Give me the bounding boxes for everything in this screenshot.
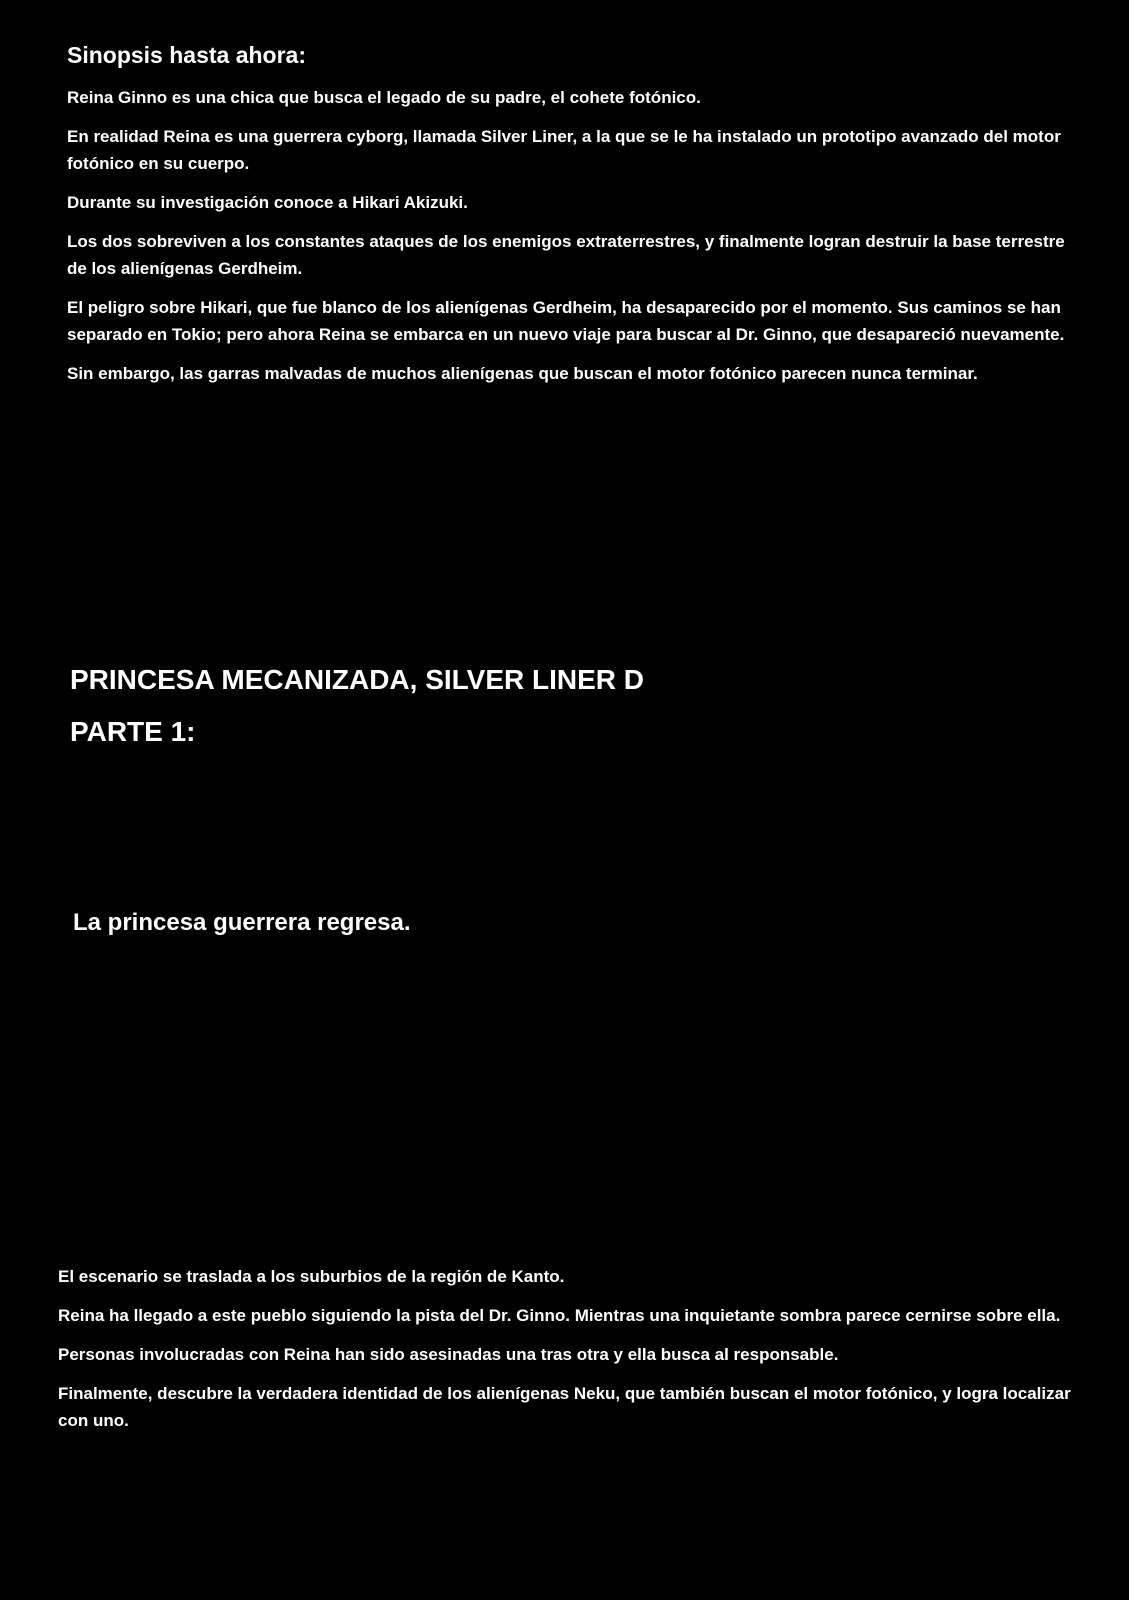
synopsis-paragraph: El peligro sobre Hikari, que fue blanco de los alienígenas Gerdheim, ha desaparecido por el momento. Sus caminos se han separado en Tokio; pero ahora Reina se embarca en un nuevo viaje para buscar al Dr. Ginno, que desapareció nuevamente. <box>67 298 1065 344</box>
story-section <box>58 1263 1073 1446</box>
synopsis-paragraph: Reina Ginno es una chica que busca el legado de su padre, el cohete fotónico. <box>67 88 701 107</box>
story-paragraph: Personas involucradas con Reina han sido asesinadas una tras otra y ella busca al responsable. <box>58 1345 839 1364</box>
story-paragraph: Finalmente, descubre la verdadera identidad de los alienígenas Neku, que también buscan el motor fotónico, y logra localizar con uno. <box>58 1384 1071 1430</box>
story-paragraph: El escenario se traslada a los suburbios de la región de Kanto. <box>58 1267 565 1286</box>
synopsis-paragraph: Los dos sobreviven a los constantes ataques de los enemigos extraterrestres, y finalmente logran destruir la base terrestre de los alienígenas Gerdheim. <box>67 232 1065 278</box>
title-section <box>70 660 970 764</box>
synopsis-paragraph: Sin embargo, las garras malvadas de muchos alienígenas que buscan el motor fotónico parecen nunca terminar. <box>67 364 978 383</box>
story-paragraph: Reina ha llegado a este pueblo siguiendo la pista del Dr. Ginno. Mientras una inquietante sombra parece cernirse sobre ella. <box>58 1306 1061 1325</box>
synopsis-paragraph: Durante su investigación conoce a Hikari Akizuki. <box>67 193 468 212</box>
synopsis-paragraph: En realidad Reina es una guerrera cyborg, llamada Silver Liner, a la que se le ha instalado un prototipo avanzado del motor fotónico en su cuerpo. <box>67 127 1061 173</box>
series-title: PRINCESA MECANIZADA, SILVER LINER D <box>70 664 645 695</box>
synopsis-heading: Sinopsis hasta ahora: <box>67 42 307 68</box>
chapter-title: La princesa guerrera regresa. <box>73 909 411 936</box>
part-title: PARTE 1: <box>70 716 196 747</box>
synopsis-section <box>67 38 1067 399</box>
